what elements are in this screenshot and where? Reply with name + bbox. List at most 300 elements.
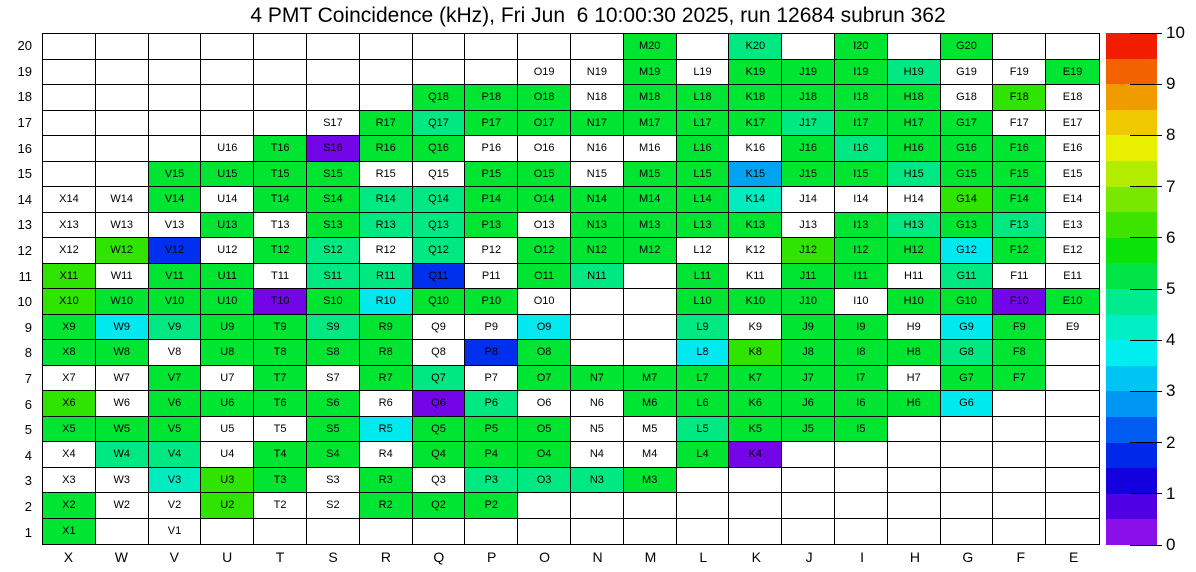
heatmap-cell: S9 — [307, 315, 360, 341]
heatmap-cell: V4 — [149, 442, 202, 468]
heatmap-cell: J8 — [782, 340, 835, 366]
heatmap-cell-empty — [571, 315, 624, 341]
heatmap-cell: L4 — [677, 442, 730, 468]
heatmap-cell: T12 — [254, 238, 307, 264]
heatmap-cell: X9 — [43, 315, 96, 341]
heatmap-cell-empty — [1046, 340, 1099, 366]
heatmap-cell-empty — [149, 85, 202, 111]
heatmap-cell: M3 — [624, 468, 677, 494]
heatmap-cell: N7 — [571, 366, 624, 392]
heatmap-cell: P7 — [465, 366, 518, 392]
heatmap-cell-empty — [518, 519, 571, 545]
y-axis-label: 2 — [24, 498, 32, 514]
heatmap-cell: L10 — [677, 289, 730, 315]
heatmap-cell-empty — [96, 519, 149, 545]
heatmap-cell-empty — [993, 519, 1046, 545]
heatmap-cell: F19 — [993, 60, 1046, 86]
heatmap-cell: K12 — [729, 238, 782, 264]
heatmap-cell-empty — [201, 519, 254, 545]
heatmap-cell: N6 — [571, 391, 624, 417]
heatmap-cell-empty — [729, 493, 782, 519]
heatmap-cell: I7 — [835, 366, 888, 392]
heatmap-cell: W5 — [96, 417, 149, 443]
heatmap-cell: Q9 — [413, 315, 466, 341]
heatmap-cell: O10 — [518, 289, 571, 315]
heatmap-cell: V3 — [149, 468, 202, 494]
heatmap-cell: V15 — [149, 162, 202, 188]
colorbar-segment — [1106, 494, 1157, 520]
heatmap-cell: Q8 — [413, 340, 466, 366]
heatmap-cell: I12 — [835, 238, 888, 264]
y-axis-label: 11 — [18, 268, 32, 284]
heatmap-cell: X6 — [43, 391, 96, 417]
heatmap-cell-empty — [677, 34, 730, 60]
heatmap-cell: M16 — [624, 136, 677, 162]
heatmap-cell: P12 — [465, 238, 518, 264]
heatmap-cell: V12 — [149, 238, 202, 264]
heatmap-cell: I9 — [835, 315, 888, 341]
y-axis-label: 20 — [17, 38, 32, 54]
heatmap-cell: N4 — [571, 442, 624, 468]
heatmap-cell: F13 — [993, 213, 1046, 239]
heatmap-cell: I16 — [835, 136, 888, 162]
heatmap-cell: K7 — [729, 366, 782, 392]
heatmap-cell: X2 — [43, 493, 96, 519]
heatmap-cell-empty — [835, 493, 888, 519]
heatmap-cell: H10 — [888, 289, 941, 315]
heatmap-cell-empty — [96, 34, 149, 60]
heatmap-cell: I19 — [835, 60, 888, 86]
heatmap-cell: M6 — [624, 391, 677, 417]
heatmap-cell: V6 — [149, 391, 202, 417]
heatmap-cell: V13 — [149, 213, 202, 239]
heatmap-cell: O17 — [518, 111, 571, 137]
heatmap-cell-empty — [941, 468, 994, 494]
heatmap-cell: R15 — [360, 162, 413, 188]
heatmap-cell-empty — [993, 34, 1046, 60]
heatmap-cell: O9 — [518, 315, 571, 341]
heatmap-cell: H8 — [888, 340, 941, 366]
heatmap-cell: J19 — [782, 60, 835, 86]
heatmap-cell-empty — [149, 60, 202, 86]
heatmap-cell: U2 — [201, 493, 254, 519]
heatmap-cell-empty — [43, 60, 96, 86]
heatmap-cell: N16 — [571, 136, 624, 162]
heatmap-cell-empty — [571, 519, 624, 545]
heatmap-cell-empty — [835, 468, 888, 494]
heatmap-cell: P18 — [465, 85, 518, 111]
heatmap-cell: O7 — [518, 366, 571, 392]
heatmap-cell: T6 — [254, 391, 307, 417]
heatmap-cell: N11 — [571, 264, 624, 290]
heatmap-cell-empty — [254, 85, 307, 111]
heatmap-cell-empty — [1046, 442, 1099, 468]
heatmap-cell: R14 — [360, 187, 413, 213]
colorbar-segment — [1106, 187, 1157, 213]
heatmap-cell-empty — [941, 417, 994, 443]
colorbar-tick — [1130, 135, 1162, 136]
heatmap-cell: X3 — [43, 468, 96, 494]
colorbar-segment — [1106, 135, 1157, 161]
heatmap-cell-empty — [624, 340, 677, 366]
heatmap-cell: O18 — [518, 85, 571, 111]
heatmap-cell-empty — [254, 34, 307, 60]
heatmap-cell: L8 — [677, 340, 730, 366]
heatmap-cell: O12 — [518, 238, 571, 264]
heatmap-cell: L12 — [677, 238, 730, 264]
x-axis-label: O — [539, 549, 551, 565]
x-axis-label: T — [275, 549, 285, 565]
y-axis — [0, 33, 34, 545]
colorbar-segment — [1106, 110, 1157, 136]
x-axis-label: N — [592, 549, 603, 565]
heatmap-cell: S7 — [307, 366, 360, 392]
heatmap-cell-empty — [413, 34, 466, 60]
heatmap-cell: T16 — [254, 136, 307, 162]
heatmap-cell: U12 — [201, 238, 254, 264]
heatmap-cell: N17 — [571, 111, 624, 137]
heatmap-cell: I10 — [835, 289, 888, 315]
heatmap-cell-empty — [43, 85, 96, 111]
heatmap-cell-empty — [677, 493, 730, 519]
heatmap-cell: E15 — [1046, 162, 1099, 188]
heatmap-cell: O8 — [518, 340, 571, 366]
heatmap-cell: G16 — [941, 136, 994, 162]
heatmap-cell-empty — [465, 34, 518, 60]
heatmap-cell-empty — [254, 111, 307, 137]
heatmap-cell-empty — [254, 60, 307, 86]
heatmap-cell: Q11 — [413, 264, 466, 290]
heatmap-cell: I11 — [835, 264, 888, 290]
y-axis-label: 8 — [24, 345, 32, 361]
heatmap-cell-empty — [1046, 366, 1099, 392]
y-axis-label: 5 — [24, 422, 32, 438]
heatmap-cell: O16 — [518, 136, 571, 162]
heatmap-cell-empty — [360, 60, 413, 86]
colorbar-tick — [1130, 493, 1162, 494]
heatmap-cell: X7 — [43, 366, 96, 392]
heatmap-cell: K20 — [729, 34, 782, 60]
heatmap-cell: E10 — [1046, 289, 1099, 315]
heatmap-cell-empty — [43, 136, 96, 162]
heatmap-cell: S14 — [307, 187, 360, 213]
heatmap-cell: F12 — [993, 238, 1046, 264]
heatmap-cell: I5 — [835, 417, 888, 443]
heatmap-cell: H14 — [888, 187, 941, 213]
x-axis-label: M — [644, 549, 657, 565]
heatmap-cell: U6 — [201, 391, 254, 417]
heatmap-cell-empty — [888, 519, 941, 545]
heatmap-cell: I14 — [835, 187, 888, 213]
y-axis-label: 10 — [17, 294, 32, 310]
heatmap-cell-empty — [729, 468, 782, 494]
heatmap-cell: I20 — [835, 34, 888, 60]
heatmap-cell-empty — [465, 519, 518, 545]
heatmap-cell: M17 — [624, 111, 677, 137]
heatmap-cell: U7 — [201, 366, 254, 392]
heatmap-cell: S11 — [307, 264, 360, 290]
colorbar-segment — [1106, 289, 1157, 315]
heatmap-cell: R17 — [360, 111, 413, 137]
heatmap-cell-empty — [96, 111, 149, 137]
x-axis-label: L — [699, 549, 708, 565]
heatmap-cell: O4 — [518, 442, 571, 468]
heatmap-cell: N5 — [571, 417, 624, 443]
colorbar-segment — [1106, 161, 1157, 187]
heatmap-cell: G18 — [941, 85, 994, 111]
heatmap-cell: O11 — [518, 264, 571, 290]
heatmap-cell: E18 — [1046, 85, 1099, 111]
heatmap-cell: L17 — [677, 111, 730, 137]
y-axis-label: 3 — [24, 473, 32, 489]
colorbar-tick-label: 2 — [1166, 432, 1176, 452]
heatmap-cell-empty — [571, 34, 624, 60]
heatmap-cell: T15 — [254, 162, 307, 188]
heatmap-cell-empty — [782, 442, 835, 468]
heatmap-cell: F16 — [993, 136, 1046, 162]
heatmap-cell: W7 — [96, 366, 149, 392]
heatmap-cell: N12 — [571, 238, 624, 264]
heatmap-cell: L15 — [677, 162, 730, 188]
heatmap-cell-empty — [307, 519, 360, 545]
heatmap-cell: U9 — [201, 315, 254, 341]
heatmap-cell: S4 — [307, 442, 360, 468]
heatmap-cell: N14 — [571, 187, 624, 213]
heatmap-cell: R13 — [360, 213, 413, 239]
heatmap-cell: E11 — [1046, 264, 1099, 290]
heatmap-cell-empty — [624, 264, 677, 290]
heatmap-cell: H6 — [888, 391, 941, 417]
heatmap-cell-empty — [993, 417, 1046, 443]
colorbar-tick-label: 3 — [1166, 381, 1176, 401]
heatmap-cell-empty — [518, 493, 571, 519]
colorbar-tick-label: 9 — [1166, 74, 1176, 94]
heatmap-cell: R11 — [360, 264, 413, 290]
heatmap-cell: S10 — [307, 289, 360, 315]
heatmap-cell: T4 — [254, 442, 307, 468]
heatmap-cell-empty — [993, 493, 1046, 519]
heatmap-cell: T7 — [254, 366, 307, 392]
heatmap-cell: W13 — [96, 213, 149, 239]
heatmap-cell: P8 — [465, 340, 518, 366]
heatmap-cell: P6 — [465, 391, 518, 417]
heatmap-cell: V7 — [149, 366, 202, 392]
heatmap-cell: U4 — [201, 442, 254, 468]
heatmap-cell: L5 — [677, 417, 730, 443]
heatmap-cell: U16 — [201, 136, 254, 162]
heatmap-cell-empty — [571, 289, 624, 315]
heatmap-cell: L11 — [677, 264, 730, 290]
colorbar-segment — [1106, 315, 1157, 341]
heatmap-cell-empty — [782, 34, 835, 60]
heatmap-cell-empty — [729, 519, 782, 545]
heatmap-cell-empty — [201, 34, 254, 60]
heatmap-cell: R7 — [360, 366, 413, 392]
chart-title: 4 PMT Coincidence (kHz), Fri Jun 6 10:00:30 2025, run 12684 subrun 362 — [250, 4, 946, 27]
heatmap-cell-empty — [149, 34, 202, 60]
y-axis-label: 19 — [17, 63, 32, 79]
heatmap-cell: Q2 — [413, 493, 466, 519]
heatmap-cell: I8 — [835, 340, 888, 366]
heatmap-cell: E17 — [1046, 111, 1099, 137]
heatmap-cell: M4 — [624, 442, 677, 468]
heatmap-cell-empty — [624, 289, 677, 315]
colorbar-segment — [1106, 263, 1157, 289]
heatmap-cell-empty — [835, 519, 888, 545]
heatmap-cell: V5 — [149, 417, 202, 443]
heatmap-cell: G15 — [941, 162, 994, 188]
heatmap-cell: Q5 — [413, 417, 466, 443]
heatmap-cell: K10 — [729, 289, 782, 315]
heatmap-cell: H12 — [888, 238, 941, 264]
heatmap-cell: P14 — [465, 187, 518, 213]
colorbar-segment — [1106, 33, 1157, 59]
heatmap-cell: Q18 — [413, 85, 466, 111]
x-axis — [42, 549, 1100, 565]
heatmap-cell: R12 — [360, 238, 413, 264]
heatmap-cell: N3 — [571, 468, 624, 494]
heatmap-cell: H18 — [888, 85, 941, 111]
heatmap-cell: H19 — [888, 60, 941, 86]
heatmap-cell: M7 — [624, 366, 677, 392]
heatmap-cell: J17 — [782, 111, 835, 137]
y-axis-label: 18 — [17, 89, 32, 105]
colorbar-tick — [1130, 237, 1162, 238]
y-axis-label: 7 — [24, 371, 32, 387]
y-axis-label: 12 — [17, 243, 32, 259]
heatmap-cell: P17 — [465, 111, 518, 137]
x-axis-label: Q — [433, 549, 445, 565]
heatmap-cell: E13 — [1046, 213, 1099, 239]
heatmap-cell: G19 — [941, 60, 994, 86]
heatmap-cell-empty — [835, 442, 888, 468]
heatmap-cell: G12 — [941, 238, 994, 264]
heatmap-cell: R6 — [360, 391, 413, 417]
heatmap-cell: T8 — [254, 340, 307, 366]
colorbar-segment — [1106, 212, 1157, 238]
heatmap-cell: H13 — [888, 213, 941, 239]
heatmap-cell: H11 — [888, 264, 941, 290]
heatmap-cell-empty — [782, 493, 835, 519]
heatmap-cell: I15 — [835, 162, 888, 188]
heatmap-cell: O6 — [518, 391, 571, 417]
y-axis-label: 15 — [17, 166, 32, 182]
heatmap-cell: Q14 — [413, 187, 466, 213]
y-axis-label: 16 — [17, 140, 32, 156]
heatmap-cell-empty — [96, 60, 149, 86]
heatmap-cell: P16 — [465, 136, 518, 162]
heatmap-cell: J6 — [782, 391, 835, 417]
heatmap-cell: I18 — [835, 85, 888, 111]
heatmap-cell: O13 — [518, 213, 571, 239]
y-axis-label: 6 — [24, 396, 32, 412]
heatmap-cell: J15 — [782, 162, 835, 188]
heatmap-cell-empty — [149, 136, 202, 162]
heatmap-cell-empty — [201, 60, 254, 86]
heatmap-cell: H17 — [888, 111, 941, 137]
y-axis-label: 13 — [17, 217, 32, 233]
heatmap-cell-empty — [96, 162, 149, 188]
heatmap-cell: T13 — [254, 213, 307, 239]
colorbar-tick — [1130, 33, 1162, 34]
heatmap-cell-empty — [624, 315, 677, 341]
heatmap-cell: Q10 — [413, 289, 466, 315]
heatmap-cell-empty — [43, 111, 96, 137]
x-axis-label: G — [962, 549, 974, 565]
heatmap-cell: W6 — [96, 391, 149, 417]
heatmap-cell: X8 — [43, 340, 96, 366]
heatmap-cell: J14 — [782, 187, 835, 213]
heatmap-cell: N13 — [571, 213, 624, 239]
heatmap-cell: J5 — [782, 417, 835, 443]
heatmap-cell: G9 — [941, 315, 994, 341]
heatmap-cell: U15 — [201, 162, 254, 188]
heatmap-cell: V10 — [149, 289, 202, 315]
heatmap-cell: X14 — [43, 187, 96, 213]
colorbar-tick — [1130, 186, 1162, 187]
x-axis-label: R — [380, 549, 391, 565]
heatmap-cell-empty — [993, 442, 1046, 468]
heatmap-cell: E16 — [1046, 136, 1099, 162]
heatmap-cell-empty — [888, 34, 941, 60]
heatmap-cell: W10 — [96, 289, 149, 315]
heatmap-cell: E12 — [1046, 238, 1099, 264]
heatmap-cell: T5 — [254, 417, 307, 443]
heatmap-cell: P4 — [465, 442, 518, 468]
heatmap-cell: S3 — [307, 468, 360, 494]
heatmap-cell: I13 — [835, 213, 888, 239]
colorbar-tick-label: 8 — [1166, 125, 1176, 145]
heatmap-cell: Q15 — [413, 162, 466, 188]
x-axis-label: I — [860, 549, 864, 565]
heatmap-cell: F18 — [993, 85, 1046, 111]
heatmap-cell: X11 — [43, 264, 96, 290]
heatmap-cell: G11 — [941, 264, 994, 290]
heatmap-cell: T11 — [254, 264, 307, 290]
x-axis-label: X — [63, 549, 74, 565]
heatmap-cell-empty — [993, 391, 1046, 417]
heatmap-cell: V11 — [149, 264, 202, 290]
heatmap-cell-empty — [1046, 519, 1099, 545]
heatmap-cell: J11 — [782, 264, 835, 290]
x-axis-label: U — [222, 549, 233, 565]
heatmap-cell: R8 — [360, 340, 413, 366]
heatmap-cell: F10 — [993, 289, 1046, 315]
heatmap-cell: N18 — [571, 85, 624, 111]
colorbar-tick-label: 10 — [1166, 23, 1185, 42]
heatmap-cell: N15 — [571, 162, 624, 188]
heatmap-cell: K14 — [729, 187, 782, 213]
heatmap-cell: R3 — [360, 468, 413, 494]
heatmap-cell: R5 — [360, 417, 413, 443]
heatmap-cell: K13 — [729, 213, 782, 239]
heatmap-cell: O19 — [518, 60, 571, 86]
heatmap-cell: H16 — [888, 136, 941, 162]
heatmap-cell: S13 — [307, 213, 360, 239]
heatmap-cell-empty — [941, 493, 994, 519]
heatmap-cell: O15 — [518, 162, 571, 188]
heatmap-cell: E14 — [1046, 187, 1099, 213]
heatmap-cell: S6 — [307, 391, 360, 417]
heatmap-cell-empty — [1046, 468, 1099, 494]
x-axis-label: W — [114, 549, 128, 565]
heatmap-cell-empty — [624, 493, 677, 519]
heatmap-cell: G17 — [941, 111, 994, 137]
heatmap-cell: G20 — [941, 34, 994, 60]
heatmap-cell: T14 — [254, 187, 307, 213]
heatmap-cell-empty — [307, 85, 360, 111]
heatmap-cell-empty — [941, 442, 994, 468]
